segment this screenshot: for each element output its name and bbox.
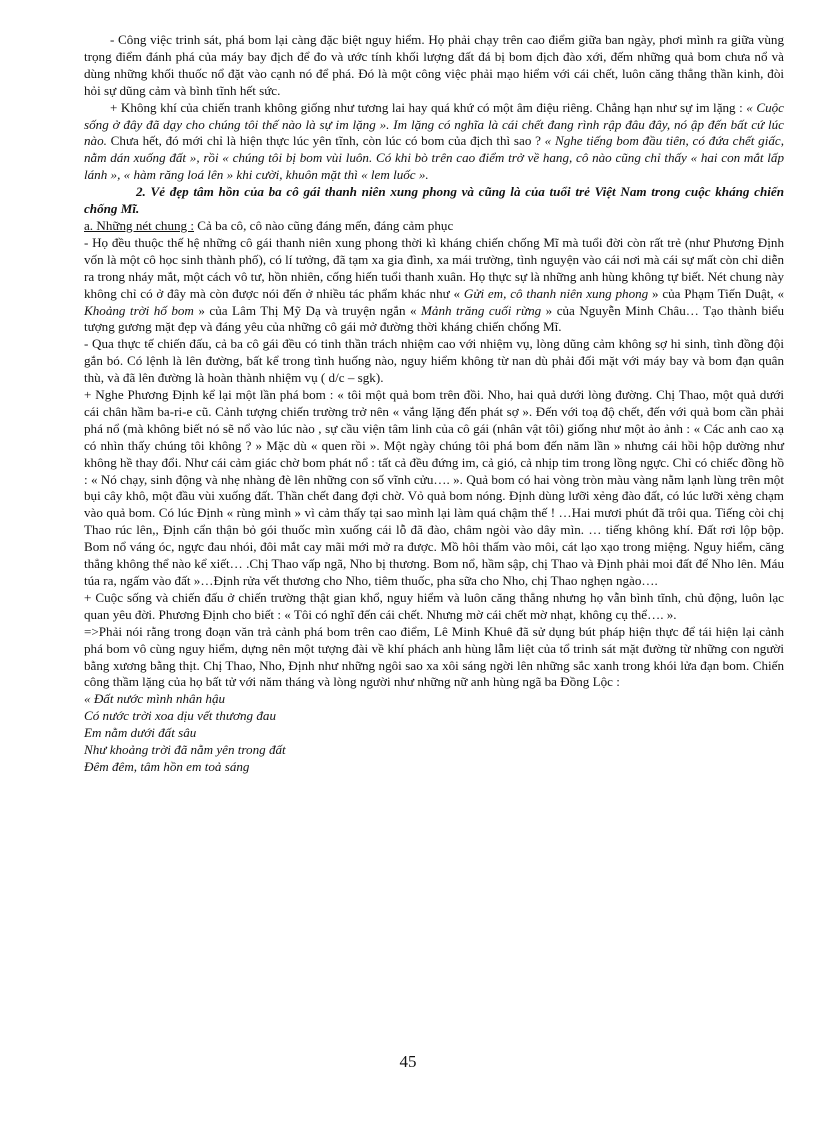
paragraph-war-silence [84, 100, 784, 185]
paragraph-bomb-story: + Nghe Phương Định kể lại một lần phá bom : « tôi một quả bom trên đồi. Nho, hai quả dưới lòng đường. Chị Thao, một quả dưới cái chân hầm ba-ri-e cũ. Cảnh tượng chiến trường trở nên « vắng lặng đến phát sợ ». Đến với toạ độ chết, đến với quả bom cần phải phá nổ (mà không biết nó sẽ nổ vào lúc nào , sự cầu viện tâm linh của cô gái (nhân vật tôi) giống như một ảo ảnh : « Các anh cao xạ có nhìn thấy chúng tôi không ? » Mặc dù « quen rồi ». Một ngày chúng tôi phá bom đến năm lần » nhưng cái hồi hộp dường như không hề thay đổi. Như cái cảm giác chờ bom phát nổ : tất cả đều đứng im, cả gió, cả nhịp tim trong lồng ngực. Chỉ có chiếc đồng hồ : « Nó chạy, sinh động và nhẹ nhàng đè lên những con số vĩnh cửu…. ». Quả bom có hai vòng tròn màu vàng nằm lạnh lùng trên một bụi cây khô, một đầu vùi xuống đất. Thần chết đang đợi chờ. Vỏ quả bom nóng. Định dùng lưỡi xẻng đào đất, có lúc lưỡi xẻng chạm vào quả bom. Có lúc Định « rùng mình » vì cảm thấy tại sao mình lại làm quá chậm thế ! …Hai mươi phút đã trôi qua. Tiếng còi chị Thao rúc lên,, Định cẩn thận bỏ gói thuốc mìn xuống cái lỗ đã đào, châm ngòi vào dây mìn. … tiếng không khí. Đất rơi lộp bộp. Bom nổ váng óc, ngực đau nhói, đôi mắt cay mãi mới mở ra được. Mồ hôi thấm vào môi, cát lạo xạo trong miệng. Nguy hiểm, căng thẳng không thể nào kể xiết… .Chị Thao vấp ngã, Nho bị thương. Bom nổ, hầm sập, chị Thao và Định phải moi đất để Nho lên. Máu túa ra, ngấm vào đất »…Định rửa vết thương cho Nho, tiêm thuốc, pha sữa cho Nho, chị Thao nghẹn ngào…. [84, 387, 784, 588]
subsection-a-label: a. Những nét chung : [84, 217, 195, 233]
poem [84, 691, 784, 776]
poem-line: Như khoảng trời đã nằm yên trong đất [84, 742, 286, 758]
bomb-quote: « Nghe tiếng bom đầu tiên, có đứa chết giấc, nằm dán xuống đất », rồi « chúng tôi bị bom vùi luôn. Có khi bò trên cao điểm trở về hang, cô nào cũng chỉ thấy « hai con mắt lấp lánh », « hàm răng loá lên » khi cười, khuôn mặt thì « lem luốc ». [84, 133, 784, 183]
silence-continue: Chưa hết, đó mới chỉ là hiện thực lúc yên tĩnh, còn lúc có bom của địch thì sao ? [106, 133, 545, 149]
page-number: 45 [399, 1052, 417, 1071]
work-title-1: Gửi em, cô thanh niên xung phong [463, 285, 649, 301]
generation-text-2: » của Phạm Tiến Duật, « [648, 285, 784, 301]
document-body [84, 32, 784, 776]
silence-intro: + Không khí của chiến tranh không giống như tương lai hay quá khứ có một âm điệu riêng. Chẳng hạn như sự im lặng : [110, 99, 747, 115]
paragraph-optimism: + Cuộc sống và chiến đấu ở chiến trường thật gian khổ, nguy hiểm và luôn căng thẳng nhưng họ vẫn bình tĩnh, chủ động, luôn lạc quan yêu đời. Phương Định cho biết : « Tôi có nghĩ đến cái chết. Nhưng mờ cái chết mờ nhạt, không cụ thể…. ». [84, 589, 784, 622]
silence-quote: « Cuộc sống ở đây đã dạy cho chúng tôi thế nào là sự im lặng ». Im lặng có nghĩa là cái chết đang rình rập đâu đây, nó ập đến bất cứ lúc nào. [84, 99, 784, 149]
poem-line: Có nước trời xoa dịu vết thương đau [84, 708, 276, 724]
poem-line: Đêm đêm, tâm hồn em toả sáng [84, 758, 250, 774]
paragraph-bomb-clearing: - Công việc trinh sát, phá bom lại càng đặc biệt nguy hiểm. Họ phải chạy trên cao điểm giữa ban ngày, phơi mình ra giữa vùng trọng điểm đánh phá của máy bay địch để đo và ước tính khối lượng đất đá bị bom địch đào xới, đếm những quả bom chưa nổ và dùng những khối thuốc nổ đặt vào cạnh nó để phá. Đó là một công việc phải mạo hiểm với cái chết, luôn căng thẳng thần kinh, đòi hỏi sự dũng cảm và bình tĩnh hết sức. [84, 32, 784, 98]
section-heading-2: 2. Vẻ đẹp tâm hồn của ba cô gái thanh niên xung phong và cũng là của tuổi trẻ Việt Nam trong cuộc kháng chiến chống Mĩ. [84, 184, 784, 217]
generation-text-3: » của Lâm Thị Mỹ Dạ và truyện ngắn « [193, 302, 421, 318]
subsection-a [84, 218, 784, 235]
work-title-3: Mảnh trăng cuối rừng [420, 302, 542, 318]
generation-text-1: - Họ đều thuộc thế hệ những cô gái thanh niên xung phong thời kì kháng chiến chống Mĩ mà tuổi đời còn rất trẻ (như Phương Định vốn là một cô học sinh thành phố), có lí tưởng, đã tạm xa gia đình, xa mái trường, tình nguyện vào cái nơi mà cái sự mất còn chỉ diễn ra trong nháy mắt, một cách vô tư, hồn nhiên, cống hiến tuổi thanh xuân. Họ thực sự là những anh hùng không tự biết. Nét chung này không chỉ có ở đây mà còn được nói đến ở nhiều tác phẩm khác như « [84, 234, 784, 301]
generation-text-4: » của Nguyễn Minh Châu… Tạo thành biểu tượng gương mặt đẹp và đáng yêu của những cô gái mở đường thời kháng chiến chống Mĩ. [84, 302, 784, 335]
poem-line: Em nằm dưới đất sâu [84, 725, 197, 741]
paragraph-generation [84, 235, 784, 336]
paragraph-conclusion: =>Phải nói rằng trong đoạn văn trả cảnh phá bom trên cao điểm, Lê Minh Khuê đã sử dụng bút pháp hiện thực để tái hiện lại cảnh phá bom vô cùng nguy hiểm, dựng nên một tượng đài về khí phách anh hùng lẫm liệt của tổ trinh sát mặt đường từ những con người bằng xương bằng thịt. Chị Thao, Nho, Định như những ngôi sao xa xôi sáng ngời lên những sắc xanh trong khói lửa đạn bom. Chiến công thầm lặng của họ bất tử với năm tháng và lòng người như những nữ anh hùng ngã ba Đồng Lộc : [84, 623, 784, 690]
subsection-a-text: Cả ba cô, cô nào cũng đáng mến, đáng cảm phục [194, 217, 454, 233]
poem-line: « Đất nước mình nhân hậu [84, 691, 226, 707]
paragraph-responsibility: - Qua thực tế chiến đấu, cả ba cô gái đều có tinh thần trách nhiệm cao với nhiệm vụ, lòng dũng cảm không sợ hi sinh, tình đồng đội gắn bó. Có lệnh là lên đường, bất kể trong tình huống nào, nguy hiểm không từ nan dù phải đối mặt với máy bay và bom đạn quân thù, và đã lên đường là hoàn thành nhiệm vụ ( d/c – sgk). [84, 336, 784, 386]
work-title-2: Khoảng trời hố bom [84, 302, 194, 318]
